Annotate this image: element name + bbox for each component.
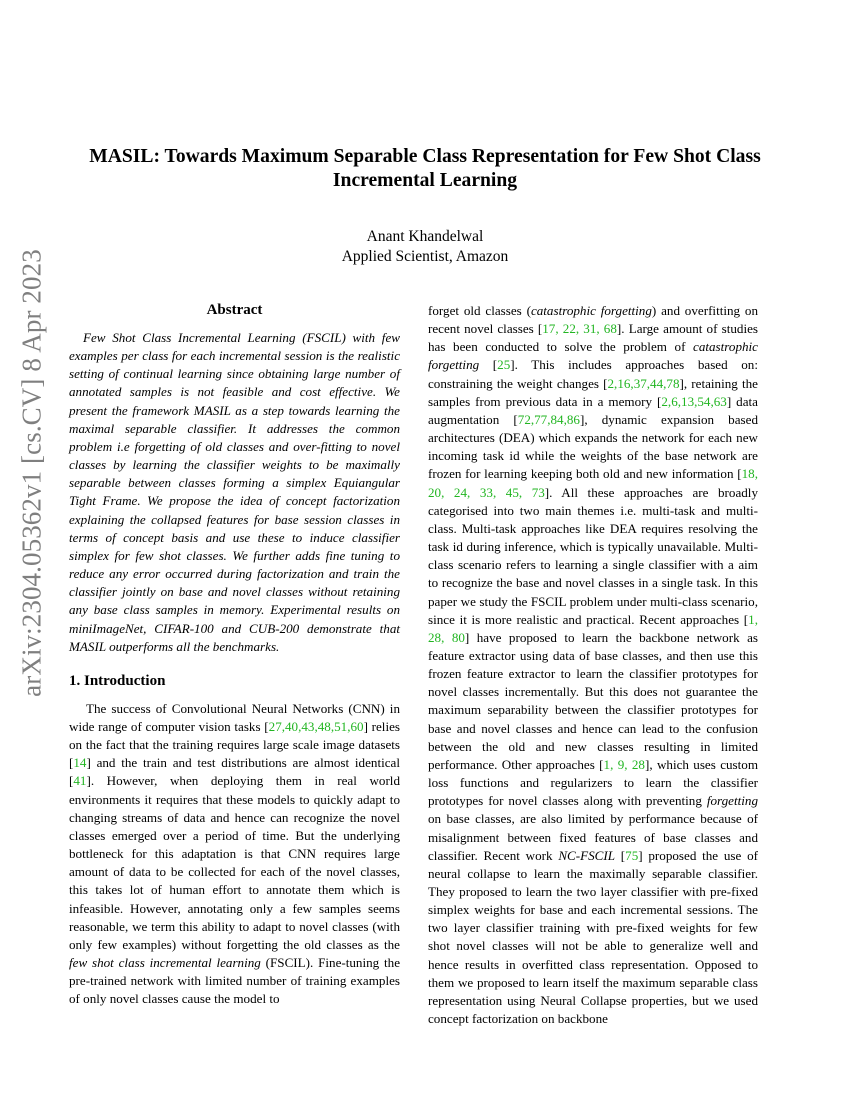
citation-link[interactable]: 1, 9, 28 [603, 756, 645, 772]
body-text: ] data augmentation [ [428, 393, 758, 427]
body-emphasis: forgetting [706, 793, 758, 809]
body-text: ] have proposed to learn the backbone network as feature extractor using data of base classes, and then use this frozen feature extractor to learn the classifier prototypes for novel classes incrementally. But this does not guarantee the maximum separability between the classifier prototypes for base and novel classes and hence can lead to the confusion between the old and new classes resulting in limited performance. Other approaches [ [428, 629, 758, 772]
intro-text: (FSCIL). Fine-tuning the pre-trained network with limited number of training examples of only novel classes cause the model to [69, 955, 400, 1007]
citation-link[interactable]: 2,6,13,54,63 [661, 393, 727, 409]
author-block [200, 227, 650, 267]
abstract-heading: Abstract [206, 302, 263, 318]
intro-text: ]. However, when deploying them in real world environments it requires that these models to quickly adapt to changing streams of data and hence can recognize the novel classes emerged over a period of time. But the underlying bottleneck for this adaptation is that CNN requires large amount of data to be collected for each of the novel classes, this takes lot of human effort to annotate them which is infeasible. However, annotating only a few samples seems reasonable, we term this ability to adapt to novel classes (with only few examples) without forgetting the old classes as the [69, 773, 400, 952]
body-text: ) and overfitting on recent novel classes [ [428, 303, 758, 337]
citation-link[interactable]: 18, 20, 24, 33, 45, 73 [428, 466, 758, 500]
citation-link[interactable]: 27,40,43,48,51,60 [268, 718, 364, 734]
body-emphasis: NC-FSCIL [558, 847, 616, 863]
body-text: [ [615, 847, 626, 863]
body-text: ]. All these approaches are broadly categorised into two main themes i.e. multi-task and multi-class. Multi-task approaches like DEA requires resolving the task id during inference, which is typically unavailable. Multi-class scenario refers to learning a single classifier with a aim to recognize the base and novel classes in a single task. In this paper we study the FSCIL problem under multi-class scenario, since it is more realistic and practical. Recent approaches [ [428, 484, 758, 627]
author-name: Anant Khandelwal [366, 228, 484, 245]
abstract-body: Few Shot Class Incremental Learning (FSCIL) with few examples per class for each incremental session is the realistic setting of continual learning since obtaining large number of annotated samples is not feasible and cost effective. We present the framework MASIL as a step towards learning the maximal separable classifier. It addresses the common problem i.e forgetting of old classes and over-fitting to novel classes by learning the classifier weights to be maximally separable between classes forming a simplex Equiangular Tight Frame. We propose the idea of concept factorization explaining the collapsed features for base session classes in terms of concept basis and use these to induce classifier simplex for few shot classes. We further adds fine tuning to reduce any error occurred during factorization and train the classifier jointly on base and novel classes without retaining any base class samples in memory. Experimental results on miniImageNet, CIFAR-100 and CUB-200 demonstrate that MASIL outperforms all the benchmarks. [69, 330, 400, 654]
introduction-paragraph-continued [428, 302, 758, 1028]
body-text: ], retaining the samples from previous data in a memory [ [428, 375, 758, 409]
left-column [69, 300, 400, 1008]
citation-link[interactable]: 2,16,37,44,78 [607, 375, 680, 391]
citation-link[interactable]: 1, 28, 80 [428, 611, 758, 645]
author-affiliation: Applied Scientist, Amazon [341, 248, 509, 265]
body-emphasis: catastrophic forgetting [530, 303, 652, 318]
citation-link[interactable]: 17, 22, 31, 68 [542, 321, 617, 337]
arxiv-stamp [12, 249, 52, 697]
right-column [428, 302, 758, 1028]
intro-text: ] and the train and test distributions are almost identical [ [69, 755, 400, 789]
body-text: ]. This includes approaches based on: constraining the weight changes [ [428, 357, 758, 391]
citation-link[interactable]: 75 [625, 847, 639, 863]
body-text: ], which uses custom loss functions and regularizers to learn the classifier prototypes for novel classes along with preventing [428, 756, 759, 809]
body-text: ]. Large amount of studies has been conducted to solve the problem of [428, 321, 758, 355]
body-text: forget old classes ( [428, 303, 531, 318]
citation-link[interactable]: 41 [73, 773, 87, 789]
introduction-paragraph [69, 700, 400, 1009]
intro-text: ] relies on the fact that the training requires large scale image datasets [ [69, 718, 400, 771]
body-text: [ [479, 357, 498, 373]
arxiv-stamp-text: arXiv:2304.05362v1 [cs.CV] 8 Apr 2023 [16, 249, 47, 697]
intro-emphasis: few shot class incremental learning [69, 955, 261, 970]
intro-text: The success of Convolutional Neural Networks (CNN) in wide range of computer vision tasks [ [69, 700, 400, 734]
citation-link[interactable]: 25 [497, 357, 511, 373]
body-text: ] proposed the use of neural collapse to learn the maximally separable classifier. They proposed to learn the two layer classifier with pre-fixed simplex weights for base and each incremental sessions. The two layer classifier training with pre-fixed weights for few shot novel classes will not be able to generalize well and hence results in overfitted class representation. Opposed to them we proposed to learn itself the maximum separable class representation using Neural Collapse properties, but we used concept factorization on backbone [428, 847, 758, 1027]
introduction-heading: 1. Introduction [69, 672, 166, 689]
body-emphasis: catastrophic forgetting [428, 339, 758, 373]
paper-title: MASIL: Towards Maximum Separable Class Representation for Few Shot Class Incremental Learning [89, 146, 761, 191]
body-text: ], dynamic expansion based architectures (DEA) which expands the network for each new incoming task id while the weights of the base network are frozen for learning keeping both old and new information [ [428, 411, 758, 482]
citation-link[interactable]: 14 [73, 755, 87, 771]
body-text: on base classes, are also limited by performance because of misalignment between fixed features of base classes and classifier. Recent work [428, 811, 758, 863]
citation-link[interactable]: 72,77,84,86 [517, 411, 580, 427]
